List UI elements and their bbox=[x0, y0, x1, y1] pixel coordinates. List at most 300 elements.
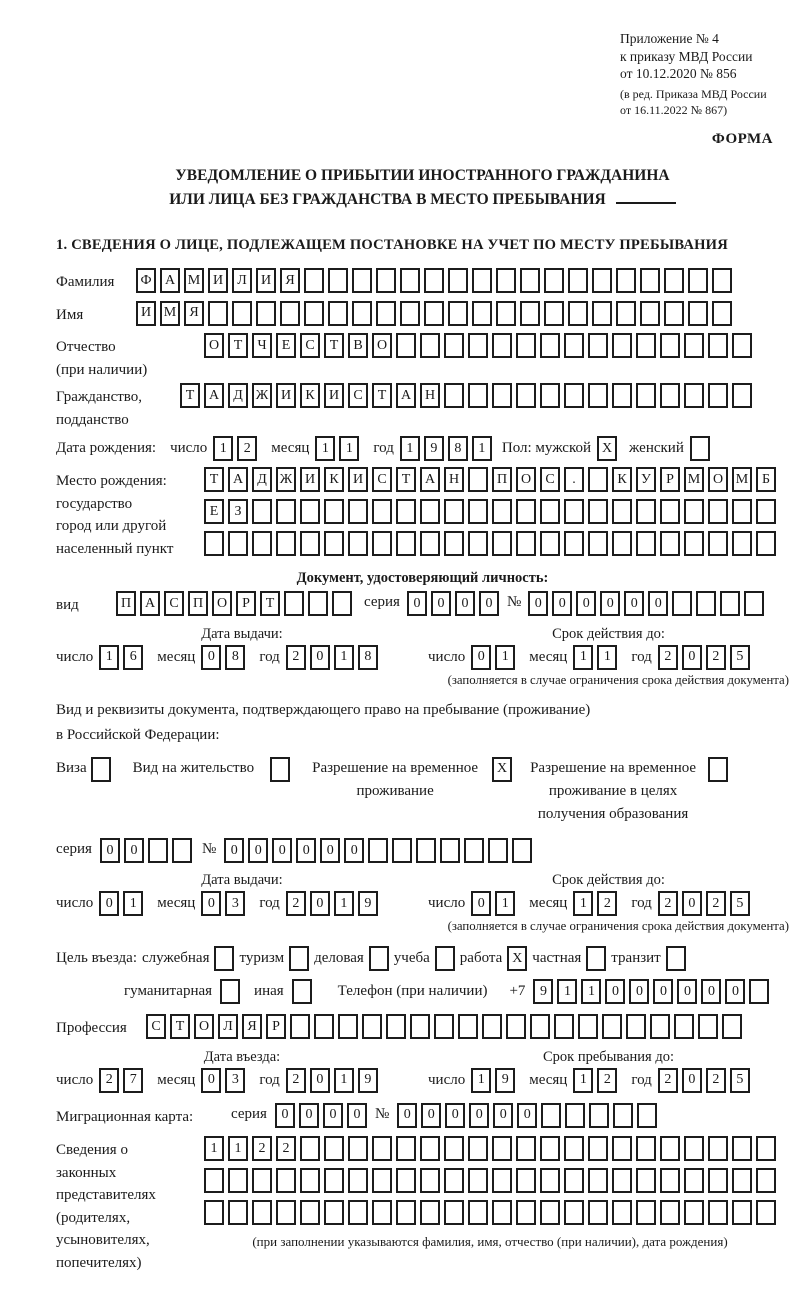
char-box[interactable]: 2 bbox=[597, 891, 617, 916]
char-box[interactable] bbox=[420, 1200, 440, 1225]
char-box[interactable]: Т bbox=[170, 1014, 190, 1039]
char-box[interactable]: 2 bbox=[252, 1136, 272, 1161]
char-box[interactable] bbox=[708, 757, 728, 782]
char-box[interactable] bbox=[492, 499, 512, 524]
char-box[interactable]: З bbox=[228, 499, 248, 524]
char-box[interactable] bbox=[444, 1136, 464, 1161]
identity-valid-month-input[interactable] bbox=[573, 645, 617, 670]
char-box[interactable] bbox=[420, 531, 440, 556]
char-box[interactable] bbox=[664, 301, 684, 326]
char-box[interactable]: И bbox=[136, 301, 156, 326]
char-box[interactable]: Т bbox=[396, 467, 416, 492]
char-box[interactable] bbox=[252, 499, 272, 524]
char-box[interactable]: 1 bbox=[573, 1068, 593, 1093]
purpose-tourism-checkbox[interactable] bbox=[289, 946, 309, 971]
char-box[interactable] bbox=[300, 1136, 320, 1161]
char-box[interactable]: 1 bbox=[597, 645, 617, 670]
char-box[interactable] bbox=[756, 1168, 776, 1193]
char-box[interactable]: О bbox=[204, 333, 224, 358]
char-box[interactable] bbox=[540, 383, 560, 408]
char-box[interactable] bbox=[232, 301, 252, 326]
char-box[interactable] bbox=[568, 268, 588, 293]
char-box[interactable] bbox=[684, 383, 704, 408]
char-box[interactable]: А bbox=[160, 268, 180, 293]
identity-issue-year-input[interactable] bbox=[286, 645, 378, 670]
char-box[interactable] bbox=[348, 499, 368, 524]
char-box[interactable] bbox=[424, 268, 444, 293]
char-box[interactable]: Д bbox=[252, 467, 272, 492]
char-box[interactable] bbox=[396, 531, 416, 556]
char-box[interactable] bbox=[506, 1014, 526, 1039]
char-box[interactable]: С bbox=[164, 591, 184, 616]
char-box[interactable] bbox=[650, 1014, 670, 1039]
char-box[interactable] bbox=[732, 531, 752, 556]
char-box[interactable]: Б bbox=[756, 467, 776, 492]
char-box[interactable]: Я bbox=[242, 1014, 262, 1039]
char-box[interactable]: 0 bbox=[299, 1103, 319, 1128]
char-box[interactable]: 5 bbox=[730, 1068, 750, 1093]
char-box[interactable]: А bbox=[204, 383, 224, 408]
char-box[interactable]: В bbox=[348, 333, 368, 358]
char-box[interactable] bbox=[300, 499, 320, 524]
char-box[interactable]: 2 bbox=[276, 1136, 296, 1161]
char-box[interactable] bbox=[492, 1136, 512, 1161]
char-box[interactable]: 0 bbox=[323, 1103, 343, 1128]
char-box[interactable] bbox=[458, 1014, 478, 1039]
char-box[interactable]: Я bbox=[184, 301, 204, 326]
char-box[interactable]: 1 bbox=[99, 645, 119, 670]
char-box[interactable] bbox=[292, 979, 312, 1004]
char-box[interactable]: О bbox=[516, 467, 536, 492]
char-box[interactable] bbox=[640, 301, 660, 326]
char-box[interactable]: С bbox=[540, 467, 560, 492]
char-box[interactable] bbox=[520, 268, 540, 293]
purpose-official-checkbox[interactable] bbox=[214, 946, 234, 971]
char-box[interactable] bbox=[396, 1200, 416, 1225]
char-box[interactable]: 1 bbox=[334, 891, 354, 916]
char-box[interactable] bbox=[588, 531, 608, 556]
char-box[interactable] bbox=[444, 499, 464, 524]
char-box[interactable] bbox=[698, 1014, 718, 1039]
char-box[interactable]: 0 bbox=[682, 645, 702, 670]
char-box[interactable]: У bbox=[636, 467, 656, 492]
char-box[interactable] bbox=[708, 1136, 728, 1161]
char-box[interactable] bbox=[324, 1168, 344, 1193]
char-box[interactable]: 5 bbox=[730, 645, 750, 670]
char-box[interactable] bbox=[640, 268, 660, 293]
char-box[interactable]: А bbox=[228, 467, 248, 492]
char-box[interactable] bbox=[482, 1014, 502, 1039]
char-box[interactable]: А bbox=[396, 383, 416, 408]
char-box[interactable]: С bbox=[372, 467, 392, 492]
char-box[interactable] bbox=[588, 383, 608, 408]
char-box[interactable] bbox=[588, 1200, 608, 1225]
char-box[interactable] bbox=[674, 1014, 694, 1039]
char-box[interactable]: И bbox=[208, 268, 228, 293]
char-box[interactable] bbox=[564, 1200, 584, 1225]
residence-valid-day-input[interactable] bbox=[471, 891, 515, 916]
char-box[interactable] bbox=[588, 499, 608, 524]
char-box[interactable]: 0 bbox=[201, 891, 221, 916]
char-box[interactable] bbox=[496, 268, 516, 293]
char-box[interactable] bbox=[636, 1168, 656, 1193]
char-box[interactable] bbox=[564, 333, 584, 358]
char-box[interactable]: П bbox=[188, 591, 208, 616]
char-box[interactable] bbox=[660, 383, 680, 408]
char-box[interactable]: 9 bbox=[358, 1068, 378, 1093]
char-box[interactable] bbox=[324, 499, 344, 524]
char-box[interactable]: 2 bbox=[286, 1068, 306, 1093]
char-box[interactable]: 0 bbox=[320, 838, 340, 863]
char-box[interactable] bbox=[435, 946, 455, 971]
char-box[interactable] bbox=[496, 301, 516, 326]
char-box[interactable] bbox=[666, 946, 686, 971]
char-box[interactable] bbox=[488, 838, 508, 863]
char-box[interactable]: Л bbox=[218, 1014, 238, 1039]
char-box[interactable] bbox=[612, 499, 632, 524]
char-box[interactable] bbox=[416, 838, 436, 863]
char-box[interactable]: 2 bbox=[706, 1068, 726, 1093]
char-box[interactable]: Я bbox=[280, 268, 300, 293]
identity-issue-month-input[interactable] bbox=[201, 645, 245, 670]
char-box[interactable]: 0 bbox=[677, 979, 697, 1004]
char-box[interactable]: 0 bbox=[469, 1103, 489, 1128]
purpose-study-checkbox[interactable] bbox=[435, 946, 455, 971]
char-box[interactable]: С bbox=[348, 383, 368, 408]
char-box[interactable]: 1 bbox=[495, 645, 515, 670]
char-box[interactable] bbox=[270, 757, 290, 782]
char-box[interactable]: 0 bbox=[310, 1068, 330, 1093]
char-box[interactable]: 0 bbox=[701, 979, 721, 1004]
char-box[interactable] bbox=[749, 979, 769, 1004]
char-box[interactable] bbox=[420, 499, 440, 524]
char-box[interactable]: 0 bbox=[605, 979, 625, 1004]
char-box[interactable]: 1 bbox=[581, 979, 601, 1004]
char-box[interactable]: И bbox=[256, 268, 276, 293]
char-box[interactable] bbox=[444, 531, 464, 556]
representatives-row3-input[interactable] bbox=[204, 1200, 776, 1225]
char-box[interactable]: 1 bbox=[471, 1068, 491, 1093]
char-box[interactable] bbox=[400, 301, 420, 326]
char-box[interactable] bbox=[708, 1168, 728, 1193]
char-box[interactable]: 9 bbox=[533, 979, 553, 1004]
char-box[interactable]: К bbox=[612, 467, 632, 492]
char-box[interactable]: 1 bbox=[334, 1068, 354, 1093]
char-box[interactable] bbox=[208, 301, 228, 326]
char-box[interactable] bbox=[516, 499, 536, 524]
char-box[interactable] bbox=[444, 1200, 464, 1225]
char-box[interactable]: И bbox=[348, 467, 368, 492]
char-box[interactable]: 0 bbox=[629, 979, 649, 1004]
char-box[interactable] bbox=[588, 1136, 608, 1161]
char-box[interactable]: 1 bbox=[495, 891, 515, 916]
char-box[interactable] bbox=[372, 1168, 392, 1193]
char-box[interactable]: 1 bbox=[213, 436, 233, 461]
char-box[interactable] bbox=[448, 301, 468, 326]
char-box[interactable]: П bbox=[116, 591, 136, 616]
char-box[interactable] bbox=[636, 1200, 656, 1225]
char-box[interactable] bbox=[708, 1200, 728, 1225]
char-box[interactable] bbox=[304, 301, 324, 326]
char-box[interactable] bbox=[612, 1200, 632, 1225]
char-box[interactable] bbox=[386, 1014, 406, 1039]
char-box[interactable] bbox=[660, 531, 680, 556]
char-box[interactable]: 9 bbox=[358, 891, 378, 916]
surname-input[interactable] bbox=[136, 268, 732, 293]
char-box[interactable] bbox=[372, 531, 392, 556]
char-box[interactable] bbox=[540, 1136, 560, 1161]
char-box[interactable]: 2 bbox=[286, 891, 306, 916]
char-box[interactable] bbox=[564, 531, 584, 556]
char-box[interactable] bbox=[369, 946, 389, 971]
identity-valid-day-input[interactable] bbox=[471, 645, 515, 670]
char-box[interactable]: Т bbox=[204, 467, 224, 492]
char-box[interactable] bbox=[468, 1168, 488, 1193]
char-box[interactable] bbox=[372, 1136, 392, 1161]
char-box[interactable]: 0 bbox=[479, 591, 499, 616]
char-box[interactable] bbox=[352, 301, 372, 326]
char-box[interactable]: 0 bbox=[552, 591, 572, 616]
char-box[interactable]: 9 bbox=[424, 436, 444, 461]
char-box[interactable] bbox=[220, 979, 240, 1004]
char-box[interactable] bbox=[756, 499, 776, 524]
char-box[interactable]: 0 bbox=[99, 891, 119, 916]
char-box[interactable] bbox=[468, 1136, 488, 1161]
char-box[interactable] bbox=[586, 946, 606, 971]
char-box[interactable] bbox=[420, 1136, 440, 1161]
char-box[interactable] bbox=[720, 591, 740, 616]
char-box[interactable] bbox=[540, 1200, 560, 1225]
char-box[interactable] bbox=[612, 1168, 632, 1193]
char-box[interactable]: 0 bbox=[471, 645, 491, 670]
char-box[interactable] bbox=[732, 1136, 752, 1161]
char-box[interactable]: 1 bbox=[472, 436, 492, 461]
char-box[interactable]: X bbox=[597, 436, 617, 461]
purpose-work-checkbox[interactable] bbox=[507, 946, 527, 971]
char-box[interactable] bbox=[544, 301, 564, 326]
char-box[interactable]: Т bbox=[324, 333, 344, 358]
char-box[interactable] bbox=[588, 1168, 608, 1193]
char-box[interactable]: Р bbox=[660, 467, 680, 492]
char-box[interactable]: 2 bbox=[658, 891, 678, 916]
char-box[interactable] bbox=[396, 333, 416, 358]
residence-issue-year-input[interactable] bbox=[286, 891, 378, 916]
char-box[interactable] bbox=[276, 499, 296, 524]
char-box[interactable]: 0 bbox=[624, 591, 644, 616]
char-box[interactable] bbox=[540, 499, 560, 524]
residence-permit-checkbox[interactable] bbox=[270, 757, 290, 782]
char-box[interactable]: 0 bbox=[653, 979, 673, 1004]
char-box[interactable] bbox=[314, 1014, 334, 1039]
char-box[interactable] bbox=[688, 268, 708, 293]
char-box[interactable] bbox=[722, 1014, 742, 1039]
char-box[interactable] bbox=[541, 1103, 561, 1128]
char-box[interactable] bbox=[396, 1136, 416, 1161]
char-box[interactable]: 0 bbox=[517, 1103, 537, 1128]
char-box[interactable]: 9 bbox=[495, 1068, 515, 1093]
char-box[interactable] bbox=[376, 301, 396, 326]
temp-permit-checkbox[interactable] bbox=[492, 757, 512, 782]
char-box[interactable] bbox=[636, 383, 656, 408]
char-box[interactable] bbox=[396, 1168, 416, 1193]
char-box[interactable] bbox=[684, 531, 704, 556]
char-box[interactable] bbox=[492, 333, 512, 358]
char-box[interactable] bbox=[444, 383, 464, 408]
char-box[interactable] bbox=[565, 1103, 585, 1128]
char-box[interactable] bbox=[420, 1168, 440, 1193]
char-box[interactable] bbox=[372, 499, 392, 524]
char-box[interactable] bbox=[672, 591, 692, 616]
patronymic-input[interactable] bbox=[204, 333, 752, 358]
edu-permit-checkbox[interactable] bbox=[708, 757, 728, 782]
char-box[interactable] bbox=[352, 268, 372, 293]
birth-year-input[interactable] bbox=[400, 436, 492, 461]
purpose-humanitarian-checkbox[interactable] bbox=[220, 979, 240, 1004]
char-box[interactable] bbox=[468, 467, 488, 492]
char-box[interactable] bbox=[252, 1200, 272, 1225]
char-box[interactable] bbox=[684, 499, 704, 524]
entry-day-input[interactable] bbox=[99, 1068, 143, 1093]
char-box[interactable]: 0 bbox=[296, 838, 316, 863]
char-box[interactable]: Е bbox=[204, 499, 224, 524]
char-box[interactable]: 0 bbox=[344, 838, 364, 863]
char-box[interactable] bbox=[324, 531, 344, 556]
residence-number-input[interactable] bbox=[224, 838, 532, 863]
identity-valid-year-input[interactable] bbox=[658, 645, 750, 670]
char-box[interactable] bbox=[564, 1136, 584, 1161]
char-box[interactable] bbox=[660, 499, 680, 524]
char-box[interactable] bbox=[516, 531, 536, 556]
char-box[interactable] bbox=[708, 531, 728, 556]
char-box[interactable]: X bbox=[492, 757, 512, 782]
residence-valid-year-input[interactable] bbox=[658, 891, 750, 916]
char-box[interactable]: 0 bbox=[100, 838, 120, 863]
char-box[interactable]: Ч bbox=[252, 333, 272, 358]
char-box[interactable]: 1 bbox=[204, 1136, 224, 1161]
char-box[interactable]: 0 bbox=[431, 591, 451, 616]
visa-checkbox[interactable] bbox=[91, 757, 111, 782]
char-box[interactable] bbox=[228, 531, 248, 556]
char-box[interactable]: 0 bbox=[648, 591, 668, 616]
char-box[interactable] bbox=[400, 268, 420, 293]
char-box[interactable] bbox=[544, 268, 564, 293]
char-box[interactable] bbox=[368, 838, 388, 863]
char-box[interactable] bbox=[636, 333, 656, 358]
char-box[interactable] bbox=[540, 531, 560, 556]
char-box[interactable] bbox=[540, 1168, 560, 1193]
char-box[interactable]: 1 bbox=[228, 1136, 248, 1161]
char-box[interactable] bbox=[516, 1168, 536, 1193]
char-box[interactable] bbox=[308, 591, 328, 616]
sex-female-checkbox[interactable] bbox=[690, 436, 710, 461]
char-box[interactable]: 0 bbox=[272, 838, 292, 863]
char-box[interactable]: И bbox=[276, 383, 296, 408]
char-box[interactable] bbox=[636, 1136, 656, 1161]
char-box[interactable]: Т bbox=[260, 591, 280, 616]
char-box[interactable] bbox=[516, 1136, 536, 1161]
char-box[interactable] bbox=[554, 1014, 574, 1039]
char-box[interactable]: 0 bbox=[682, 891, 702, 916]
char-box[interactable] bbox=[448, 268, 468, 293]
char-box[interactable] bbox=[684, 1136, 704, 1161]
char-box[interactable] bbox=[612, 531, 632, 556]
char-box[interactable]: . bbox=[564, 467, 584, 492]
char-box[interactable] bbox=[424, 301, 444, 326]
entry-month-input[interactable] bbox=[201, 1068, 245, 1093]
char-box[interactable] bbox=[588, 467, 608, 492]
char-box[interactable] bbox=[636, 531, 656, 556]
char-box[interactable]: Е bbox=[276, 333, 296, 358]
char-box[interactable]: 3 bbox=[225, 1068, 245, 1093]
char-box[interactable]: 1 bbox=[123, 891, 143, 916]
char-box[interactable]: С bbox=[146, 1014, 166, 1039]
char-box[interactable] bbox=[420, 333, 440, 358]
char-box[interactable]: К bbox=[324, 467, 344, 492]
char-box[interactable] bbox=[332, 591, 352, 616]
char-box[interactable]: 8 bbox=[225, 645, 245, 670]
char-box[interactable] bbox=[300, 1168, 320, 1193]
char-box[interactable]: О bbox=[372, 333, 392, 358]
char-box[interactable]: 0 bbox=[445, 1103, 465, 1128]
char-box[interactable] bbox=[468, 1200, 488, 1225]
char-box[interactable] bbox=[348, 1168, 368, 1193]
char-box[interactable] bbox=[516, 1200, 536, 1225]
char-box[interactable]: М bbox=[184, 268, 204, 293]
birth-day-input[interactable] bbox=[213, 436, 257, 461]
char-box[interactable]: Т bbox=[372, 383, 392, 408]
char-box[interactable] bbox=[712, 301, 732, 326]
char-box[interactable] bbox=[440, 838, 460, 863]
char-box[interactable] bbox=[252, 1168, 272, 1193]
char-box[interactable] bbox=[256, 301, 276, 326]
char-box[interactable]: Л bbox=[232, 268, 252, 293]
identity-issue-day-input[interactable] bbox=[99, 645, 143, 670]
char-box[interactable] bbox=[324, 1200, 344, 1225]
char-box[interactable] bbox=[732, 383, 752, 408]
char-box[interactable]: 5 bbox=[730, 891, 750, 916]
char-box[interactable] bbox=[690, 436, 710, 461]
char-box[interactable] bbox=[684, 1168, 704, 1193]
char-box[interactable] bbox=[684, 1200, 704, 1225]
purpose-other-checkbox[interactable] bbox=[292, 979, 312, 1004]
char-box[interactable]: 0 bbox=[455, 591, 475, 616]
char-box[interactable] bbox=[204, 1168, 224, 1193]
char-box[interactable] bbox=[732, 499, 752, 524]
char-box[interactable] bbox=[616, 301, 636, 326]
char-box[interactable]: 0 bbox=[310, 645, 330, 670]
purpose-business-checkbox[interactable] bbox=[369, 946, 389, 971]
birthplace-row1-input[interactable] bbox=[204, 467, 776, 492]
entry-year-input[interactable] bbox=[286, 1068, 378, 1093]
char-box[interactable] bbox=[530, 1014, 550, 1039]
char-box[interactable]: 0 bbox=[421, 1103, 441, 1128]
char-box[interactable]: И bbox=[300, 467, 320, 492]
char-box[interactable]: С bbox=[300, 333, 320, 358]
char-box[interactable]: А bbox=[420, 467, 440, 492]
char-box[interactable] bbox=[664, 268, 684, 293]
char-box[interactable] bbox=[362, 1014, 382, 1039]
char-box[interactable]: О bbox=[212, 591, 232, 616]
representatives-row2-input[interactable] bbox=[204, 1168, 776, 1193]
char-box[interactable] bbox=[660, 1200, 680, 1225]
char-box[interactable] bbox=[468, 531, 488, 556]
char-box[interactable]: Н bbox=[420, 383, 440, 408]
char-box[interactable]: М bbox=[732, 467, 752, 492]
char-box[interactable]: М bbox=[160, 301, 180, 326]
residence-issue-day-input[interactable] bbox=[99, 891, 143, 916]
char-box[interactable]: 1 bbox=[334, 645, 354, 670]
char-box[interactable]: Р bbox=[266, 1014, 286, 1039]
